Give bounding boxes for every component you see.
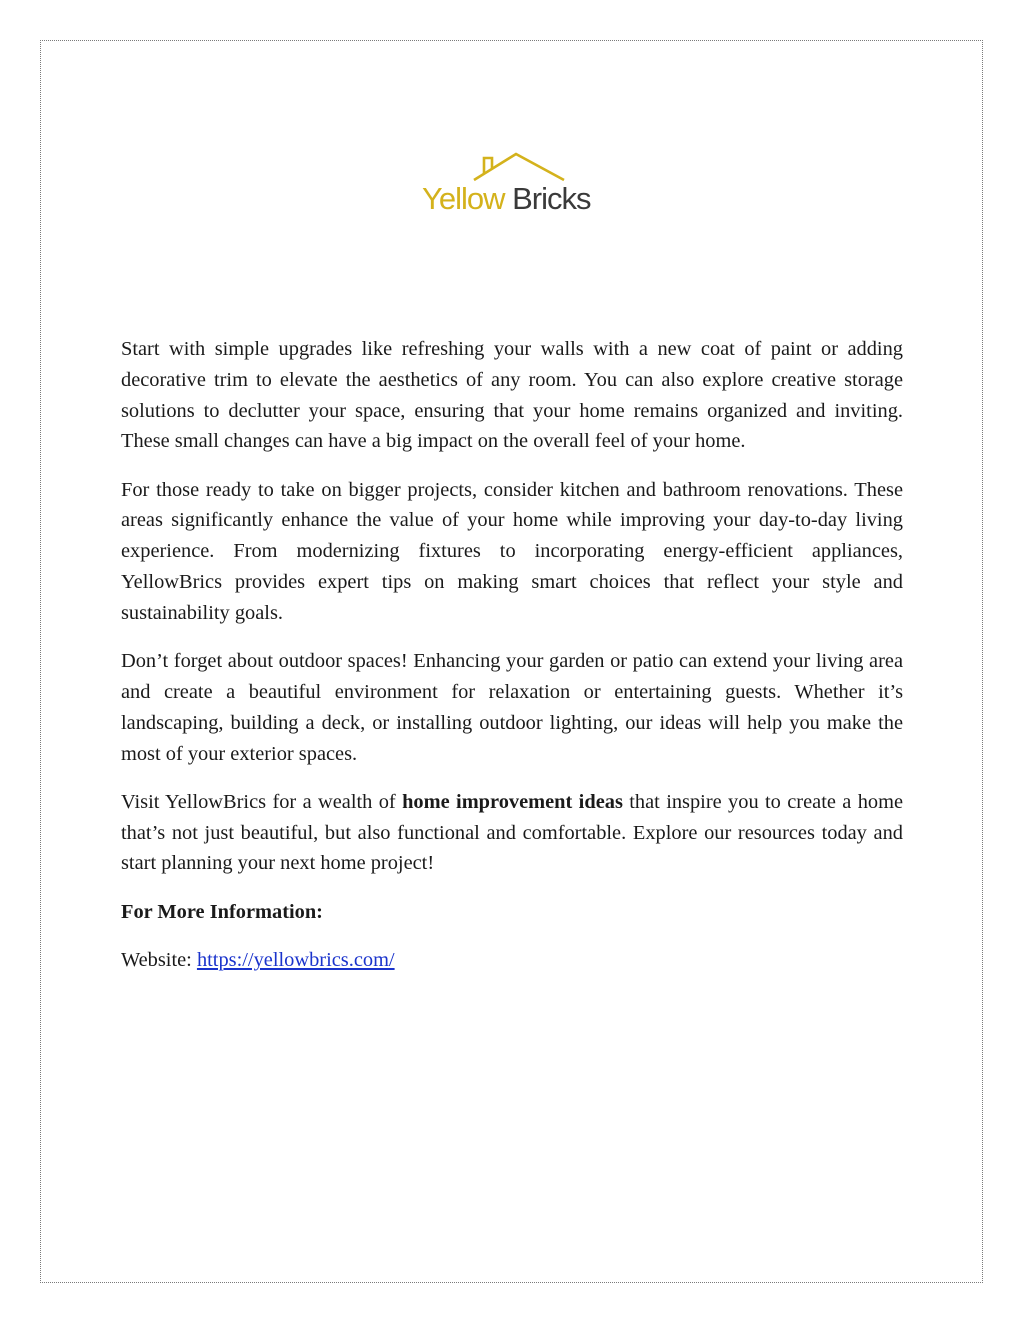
info-heading: [121, 897, 903, 928]
document-body: [121, 334, 903, 993]
info-heading-text: For More Information:: [121, 900, 323, 923]
paragraph-outdoor: Don’t forget about outdoor spaces! Enhancing your garden or patio can extend your living area and create a beautiful environment for relaxation or entertaining guests. Whether it’s landscaping, building a deck, or installing outdoor lighting, our ideas will help you make the most of your exterior spaces.: [121, 650, 903, 765]
yellow-bricks-logo: [422, 145, 598, 221]
visit-text-bold: home improvement ideas: [402, 790, 623, 813]
logo-text: [422, 183, 591, 214]
visit-text-start: Visit YellowBrics for a wealth of: [121, 790, 403, 813]
website-line: [121, 945, 903, 976]
visit-text-end: that inspire you to create a home that’s not just beautiful, but also functional and comfortable. Explore our resources today and start planning your next home project!: [121, 790, 903, 875]
logo-text-bricks: Bricks: [512, 181, 591, 216]
paragraph-upgrades: Start with simple upgrades like refreshing your walls with a new coat of paint or adding decorative trim to elevate the aesthetics of any room. You can also explore creative storage solutions to declutter your space, ensuring that your home remains organized and inviting. These small changes can have a big impact on the overall feel of your home.: [121, 338, 903, 453]
house-roof-icon: [472, 148, 572, 184]
website-link[interactable]: https://yellowbrics.com/: [196, 949, 395, 972]
website-label: Website:: [121, 949, 197, 972]
paragraph-renovations: For those ready to take on bigger projects, consider kitchen and bathroom renovations. These areas significantly enhance the value of your home while improving your day-to-day living experience. From modernizing fixtures to incorporating energy-efficient appliances, YellowBrics provides expert tips on making smart choices that reflect your style and sustainability goals.: [121, 478, 903, 624]
paragraph-visit: [121, 787, 903, 879]
logo-text-yellow: Yellow: [422, 181, 505, 216]
